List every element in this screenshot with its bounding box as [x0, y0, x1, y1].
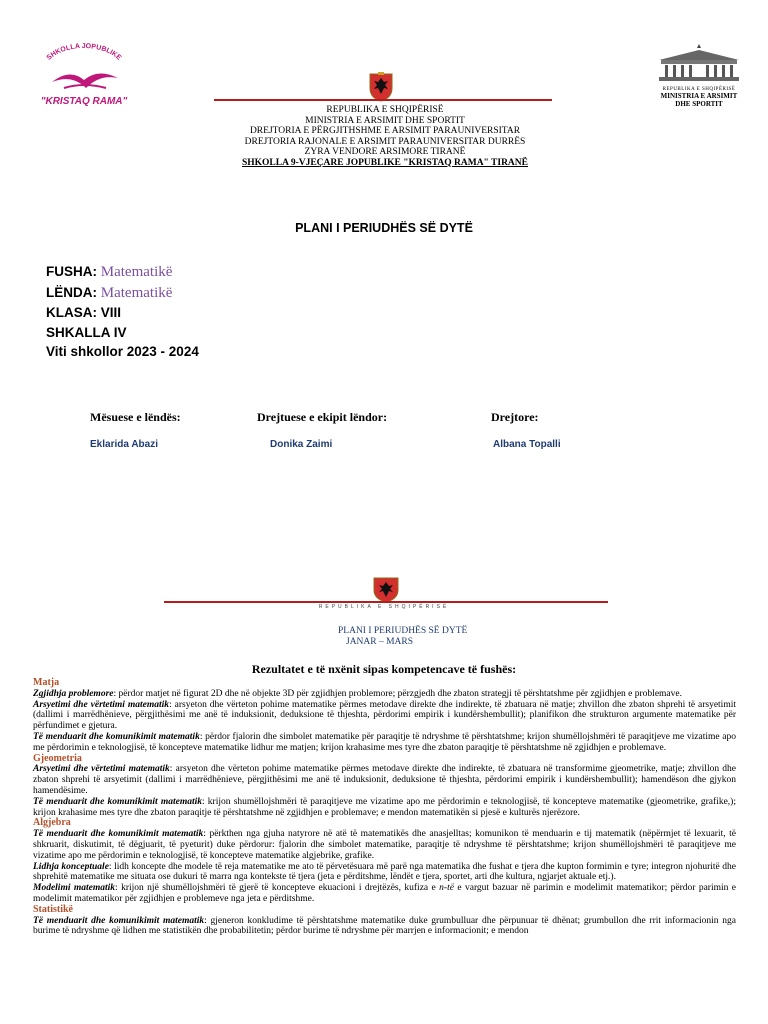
- competences-content: [33, 678, 736, 937]
- header-institution-lines: [200, 105, 570, 168]
- header-line: DREJTORIA E PËRGJITHSHME E ARSIMIT PARAUNIVERSITAR: [249, 126, 521, 136]
- field-viti: Viti shkollor 2023 - 2024: [46, 344, 199, 359]
- staff-role-director: Drejtore:: [491, 410, 539, 424]
- section-title-gjeometria: Gjeometria: [33, 752, 82, 764]
- school-logo: [30, 42, 138, 114]
- paragraph: Arsyetimi dhe vërtetimi matematik: arsyeton dhe vërteton pohime matematike përmes metodave direkte dhe indirekte, të zbatuara në transformime gjeometrike, matje; zhvillon dhe zbaton shprehi të arsyetimit (dallimi i marrëdhënieve, përgjithësimi me anë të induksionit, deduksione të thjeshta, përdorimi empirik i kundërshembullit); hamendëson dhe gjykon hamendësime.: [33, 764, 737, 796]
- school-logo-arc-text: SHKOLLA JOPUBLIKE: [45, 42, 123, 62]
- ministry-logo-line1: MINISTRIA E ARSIMIT: [660, 92, 738, 100]
- section-title-statistike: Statistikë: [33, 903, 73, 915]
- section-title-matja: Matja: [33, 677, 60, 688]
- field-klasa: KLASA: VIII: [46, 305, 122, 320]
- plan-title: PLANI I PERIUDHËS SË DYTË: [338, 626, 468, 636]
- paragraph: Të menduarit dhe komunikimit matematik: përkthen nga gjuha natyrore në atë të matematikës dhe anasjelltas; komunikon të menduarin e tij matematik (nëpërmjet të lexuarit, të shkruarit, diskutimit, të dëgjuarit, të pyeturit) duke përdorur: fjalorin dhe simbolet matematike, paraqitje të ndryshme të përshtatshme; krijon shumëllojshmëri të paraqitjeve me vizatime apo me përdorimin e teknologjisë, të koncepteve matematike algjebrike, grafike.: [33, 829, 736, 861]
- staff-name-team-lead: Donika Zaimi: [270, 439, 333, 450]
- school-logo-name: "KRISTAQ RAMA": [40, 96, 128, 107]
- subject-fields: [46, 262, 199, 362]
- page-title: PLANI I PERIUDHËS SË DYTË: [295, 221, 473, 235]
- paragraph: Të menduarit dhe komunikimit matematik: gjeneron konkludime të përshtatshme matematike duke grumbulluar dhe përpunuar të dhënat; grumbullon dhe rrit informacionin nga burime të ndryshme që lidhen me statistikën dhe probabilitetin; përdor burime të ndryshme për marrjen e informacionit; e mendon: [33, 915, 736, 937]
- header-line: REPUBLIKA E SHQIPËRISË: [326, 105, 444, 115]
- header-rule: [214, 99, 552, 101]
- paragraph: Arsyetimi dhe vërtetimi matematik: arsyeton dhe vërteton pohime matematike përmes metodave direkte dhe indirekte, të zbatuara në matje; zhvillon dhe zbaton shprehi të arsyetimit (dallimi i marrëdhënieve, përgjithësimi me anë të induksionit, deduksione të thjeshta, përdorimi empirik i kundërshembullit); planifikon dhe strukturon argumente matematike për përfundimet e gjetura.: [33, 699, 736, 732]
- staff-role-team-lead: Drejtuese e ekipit lëndor:: [257, 410, 388, 424]
- ministry-logo-line2: DHE SPORTIT: [675, 100, 723, 108]
- paragraph: Zgjidhja problemore: përdor matjet në figurat 2D dhe në objekte 3D për zgjidhjen problemore; përzgjedh dhe zbaton strategji të përshtatshme për zgjidhjen e problemave.: [33, 688, 682, 699]
- header-school-line: SHKOLLA 9-VJEÇARE JOPUBLIKE "KRISTAQ RAMA" TIRANË: [241, 157, 528, 168]
- albania-emblem-icon: [366, 72, 396, 102]
- ministry-logo: [653, 42, 745, 110]
- ministry-logo-small: REPUBLIKA E SHQIPËRISË: [662, 87, 736, 92]
- section-rule: [164, 601, 608, 603]
- field-lenda: LËNDA: Matematikë: [46, 284, 173, 301]
- albania-emblem-icon: [369, 577, 403, 603]
- paragraph: Modelimi matematik: krijon një shumëllojshmëri të gjerë të koncepteve ekuacioni i drejtëzës, kufiza e n-të e vargut bazuar në parimin e modelimit matematikor; përdor parimin e modelimit matematikor për zgjidhjen e problemeve nga jeta e përditshme.: [33, 883, 737, 904]
- period-range: JANAR – MARS: [346, 637, 414, 647]
- paragraph: Lidhja konceptuale: lidh koncepte dhe modele të reja matematike me ato të përvetësuara më parë nga matematika dhe fushat e tjera dhe kupton formimin e tyre; integron njohuritë dhe shprehitë matematike me situata ose dukuri të marra nga kontekste të tjera (jeta e përditshme, lëndët e tjera, sportet, arti dhe kultura, ngjarjet aktuale etj.).: [33, 861, 736, 883]
- paragraph: Të menduarit dhe komunikimit matematik: krijon shumëllojshmëri të paraqitjeve me vizatime apo me përdorimin e teknologjisë, të koncepteve matematike (gjeometrike, grafike,); krijon krahasime mes tyre dhe zbaton paraqitje të përshtatshme në zgjidhjen e problemave; e mendon matematikën si pjesë e kulturës njerëzore.: [33, 796, 736, 818]
- header-line: MINISTRIA E ARSIMIT DHE SPORTIT: [305, 115, 465, 126]
- paragraph: Të menduarit dhe komunikimit matematik: përdor fjalorin dhe simbolet matematike për paraqitje të ndryshme të përshtatshme; krijon shumëllojshmëri të paraqitjeve me vizatime apo me përdorimin e teknologjisë, të koncepteve matematike lidhur me matjen; krijon krahasime mes tyre dhe zbaton paraqitje të përshtatshme në zgjidhjen e problemave.: [33, 731, 736, 753]
- staff-role-teacher: Mësuese e lëndës:: [90, 410, 181, 424]
- field-shkalla: SHKALLA IV: [46, 324, 127, 340]
- staff-name-teacher: Eklarida Abazi: [90, 439, 158, 450]
- results-title: Rezultatet e të nxënit sipas kompetencave të fushës:: [251, 662, 517, 676]
- header-line: DREJTORIA RAJONALE E ARSIMIT PARAUNIVERSITAR DURRËS: [244, 136, 526, 147]
- period-heading: [338, 626, 467, 648]
- header-line: ZYRA VENDORE ARSIMORE TIRANË: [304, 147, 466, 157]
- field-fusha: FUSHA: Matematikë: [46, 264, 173, 280]
- section-title-algjebra: Algjebra: [33, 817, 71, 829]
- staff-name-director: Albana Topalli: [493, 439, 561, 450]
- emblem-caption: REPUBLIKA E SHQIPËRISË: [318, 604, 450, 610]
- ministry-building-icon: [653, 42, 745, 82]
